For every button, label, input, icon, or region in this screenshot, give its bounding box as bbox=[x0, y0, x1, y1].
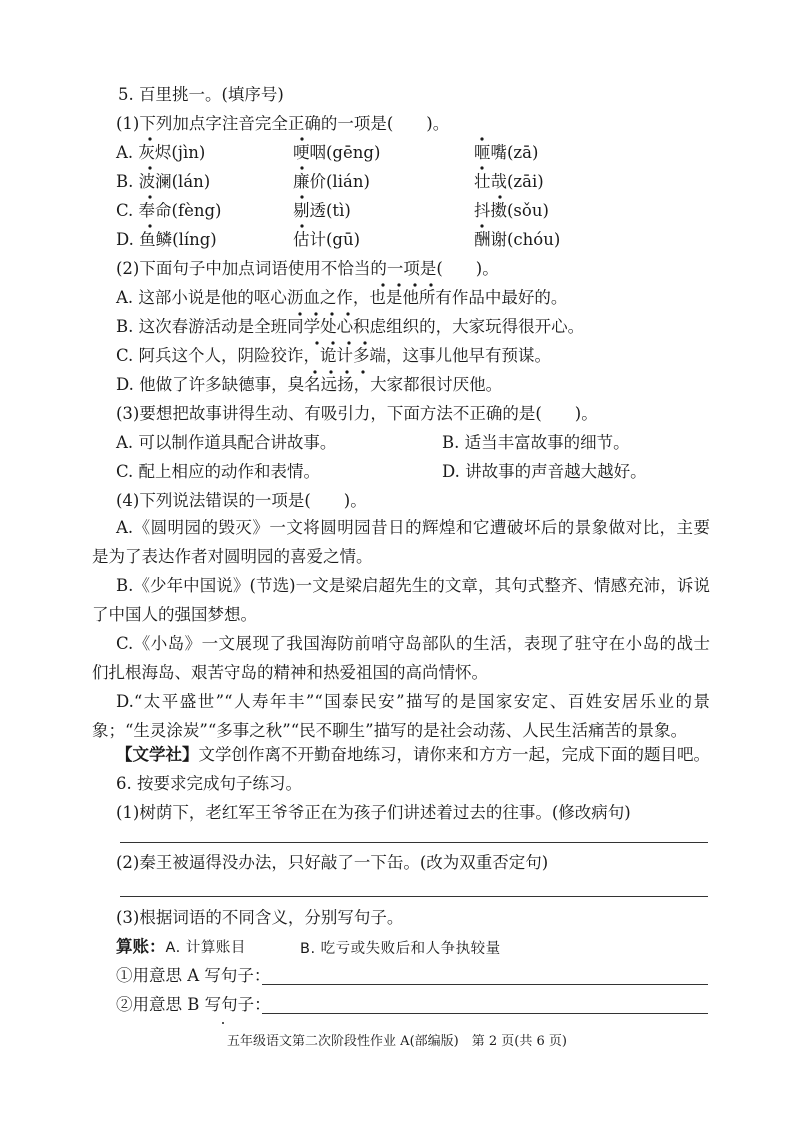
q5-sub1-stem: (1)下列加点字注音完全正确的一项是( )。 bbox=[116, 114, 450, 133]
emphasis-dot bbox=[300, 166, 303, 169]
q5-sub1-option-d-word2: 估计(gū) bbox=[293, 230, 361, 249]
q5-sub1-option-b-word2: 廉价(lián) bbox=[293, 172, 370, 191]
q5-sub1-option-a: A. 灰烬(jìn) bbox=[116, 143, 206, 162]
q5-sub4-option-b: B.《少年中国说》(节选)一文是梁启超先生的文章，其句式整齐、情感充沛，诉说了中国人的强国梦想。 bbox=[92, 576, 710, 624]
q5-sub1-option-c-word3: 抖擞(sǒu) bbox=[474, 201, 549, 220]
emphasis-dot bbox=[148, 137, 151, 140]
question-5-title: 5. 百里挑一。(填序号) bbox=[118, 85, 284, 104]
q5-sub2-option-b: B. 这次春游活动是全班同学处心积虑组织的，大家玩得很开心。 bbox=[116, 317, 585, 336]
q5-sub4-stem: (4)下列说法错误的一项是( )。 bbox=[116, 491, 367, 510]
q6-sub1-prompt: (1)树荫下，老红军王爷爷正在为孩子们讲述着过去的往事。(修改病句) bbox=[116, 803, 631, 822]
emphasis-dot bbox=[300, 137, 303, 140]
literature-club-intro bbox=[116, 744, 710, 766]
q5-sub3-option-b: B. 适当丰富故事的细节。 bbox=[442, 433, 630, 452]
emphasis-dot bbox=[480, 224, 483, 227]
emphasis-dot bbox=[300, 195, 303, 198]
q5-sub1-option-d: D. 鱼鳞(líng) bbox=[116, 230, 217, 249]
q5-sub1-option-a-word2: 哽咽(gēng) bbox=[293, 143, 381, 162]
q5-sub4-option-a: A.《圆明园的毁灭》一文将圆明园昔日的辉煌和它遭破坏后的景象做对比，主要是为了表达作者对圆明园的喜爱之情。 bbox=[92, 518, 710, 566]
emphasis-dot bbox=[498, 195, 501, 198]
page-footer: 五年级语文第二次阶段性作业 A(部编版) 第 2 页(共 6 页) bbox=[227, 1034, 567, 1049]
q5-sub1-option-d-word3: 酬谢(chóu) bbox=[474, 230, 561, 249]
emphasis-dot bbox=[148, 224, 151, 227]
q6-sub1-answer-line[interactable] bbox=[120, 842, 708, 843]
q6-meaning-a: A. 计算账目 bbox=[165, 940, 246, 956]
q6-word-label: 算账： bbox=[116, 937, 166, 956]
q5-sub1-option-a-word3: 咂嘴(zā) bbox=[474, 143, 539, 162]
q5-sub4-option-c: C.《小岛》一文展现了我国海防前哨守岛部队的生活，表现了驻守在小岛的战士们扎根海岛、艰苦守岛的精神和热爱祖国的高尚情怀。 bbox=[92, 634, 710, 682]
q5-sub1-option-c: C. 奉命(fèng) bbox=[116, 201, 222, 220]
q5-sub3-option-d: D. 讲故事的声音越大越好。 bbox=[442, 462, 647, 481]
emphasis-dot bbox=[480, 166, 483, 169]
q6-sub2-prompt: (2)秦王被逼得没办法，只好敲了一下缶。(改为双重否定句) bbox=[116, 853, 549, 872]
print-speck bbox=[222, 1022, 224, 1024]
q6-write-a-label: ①用意思 A 写句子： bbox=[116, 966, 271, 985]
question-6-title: 6. 按要求完成句子练习。 bbox=[116, 774, 302, 793]
q6-meaning-b: B. 吃亏或失败后和人争执较量 bbox=[300, 941, 501, 957]
q6-word-definitions bbox=[116, 936, 246, 959]
q6-sub3-prompt: (3)根据词语的不同含义，分别写句子。 bbox=[116, 908, 404, 927]
q5-sub2-option-a: A. 这部小说是他的呕心沥血之作，也是他所有作品中最好的。 bbox=[116, 288, 568, 307]
emphasis-dot bbox=[148, 166, 151, 169]
q6-sub2-answer-line[interactable] bbox=[120, 896, 708, 897]
literature-club-tag: 【文学社】 bbox=[116, 745, 199, 764]
q5-sub4-option-d: D.“太平盛世”“人寿年丰”“国泰民安”描写的是国家安定、百姓安居乐业的景象；“生灵涂炭”“多事之秋”“民不聊生”描写的是社会动荡、人民生活痛苦的景象。 bbox=[92, 692, 710, 740]
q5-sub2-option-d: D. 他做了许多缺德事，臭名远扬，大家都很讨厌他。 bbox=[116, 375, 503, 394]
q5-sub1-option-b: B. 波澜(lán) bbox=[116, 172, 211, 191]
q5-sub3-stem: (3)要想把故事讲得生动、有吸引力，下面方法不正确的是( )。 bbox=[116, 404, 598, 423]
q5-sub3-option-a: A. 可以制作道具配合讲故事。 bbox=[116, 433, 337, 452]
literature-club-text: 文学创作离不开勤奋地练习，请你来和方方一起，完成下面的题目吧。 bbox=[198, 745, 710, 764]
emphasis-dot bbox=[300, 224, 303, 227]
q6-write-b-label: ②用意思 B 写句子： bbox=[116, 995, 271, 1014]
q5-sub2-option-c: C. 阿兵这个人，阴险狡诈，诡计多端，这事儿他早有预谋。 bbox=[116, 346, 552, 365]
q6-write-b-answer-line[interactable] bbox=[262, 1013, 708, 1014]
q5-sub2-stem: (2)下面句子中加点词语使用不恰当的一项是( )。 bbox=[116, 259, 499, 278]
q6-write-a-answer-line[interactable] bbox=[262, 984, 708, 985]
q5-sub1-option-c-word2: 剔透(tì) bbox=[293, 201, 351, 220]
emphasis-dot bbox=[480, 137, 483, 140]
emphasis-dot bbox=[148, 195, 151, 198]
q5-sub1-option-b-word3: 壮哉(zāi) bbox=[474, 172, 544, 191]
q5-sub3-option-c: C. 配上相应的动作和表情。 bbox=[116, 462, 321, 481]
